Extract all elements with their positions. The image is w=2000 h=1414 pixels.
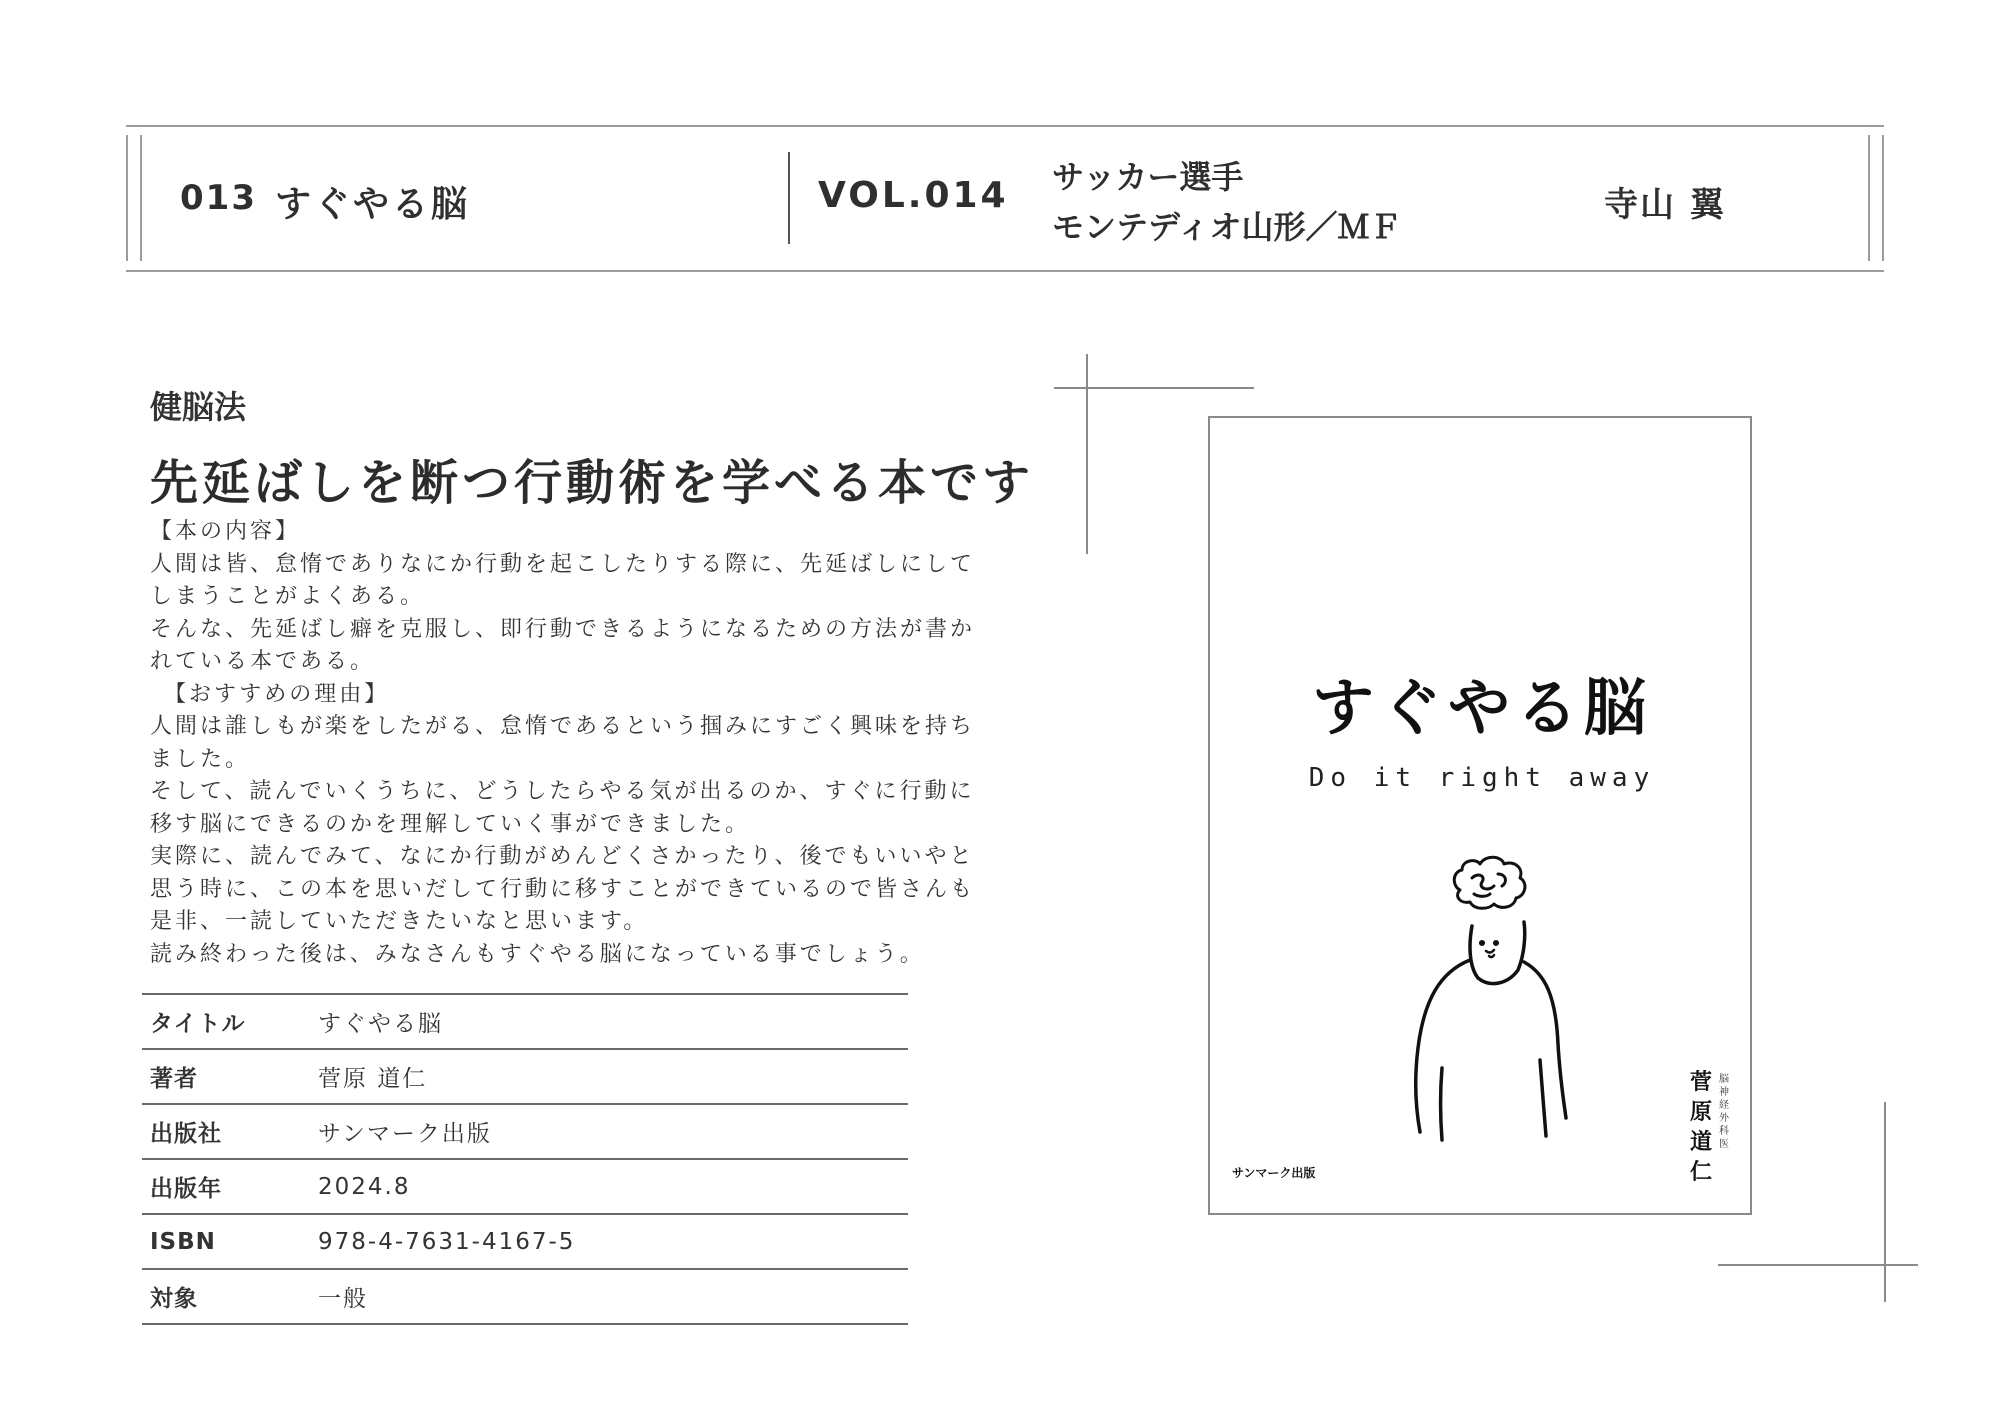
crosshair-top-horizontal xyxy=(1054,387,1254,389)
cover-author: 菅原道仁 xyxy=(1689,1070,1712,1185)
header-top-rule xyxy=(126,125,1884,127)
crosshair-bottom-vertical xyxy=(1884,1102,1886,1302)
info-label: 出版年 xyxy=(150,1176,222,1202)
header-role-line2: モンテディオ山形／ＭＦ xyxy=(1052,208,1402,246)
info-label: タイトル xyxy=(150,1011,246,1037)
header-role-line1: サッカー選手 xyxy=(1052,158,1244,196)
info-row-isbn xyxy=(142,1213,908,1268)
header-left-rule-inner xyxy=(140,135,142,261)
header-number: 013 xyxy=(180,178,257,218)
body-paragraph: 実際に、読んでみて、なにか行動がめんどくさかったり、後でもいいやと思う時に、この本を思いだして行動に移すことができているので皆さんも是非、一読していただきたいなと思います。 xyxy=(150,844,976,934)
header-book-title: すぐやる脳 xyxy=(275,184,471,225)
cover-author-title: 脳神経外科医 xyxy=(1719,1074,1729,1150)
info-value: 菅原 道仁 xyxy=(318,1066,428,1092)
cover-title: すぐやる脳 xyxy=(1311,671,1652,744)
info-label: 著者 xyxy=(150,1066,198,1092)
figure-body-icon xyxy=(1416,922,1566,1140)
body-paragraph: 【本の内容】 xyxy=(150,519,301,544)
cover-illustration xyxy=(1360,848,1620,1158)
header-divider xyxy=(788,152,790,244)
info-value: 2024.8 xyxy=(318,1173,411,1200)
header-person-name: 寺山 翼 xyxy=(1604,185,1726,225)
info-value: 978-4-7631-4167-5 xyxy=(318,1228,576,1255)
brain-icon xyxy=(1454,857,1525,908)
book-cover xyxy=(1208,416,1752,1215)
header-left-rule-outer xyxy=(126,135,128,261)
info-label: 出版社 xyxy=(150,1121,222,1147)
info-row-publisher xyxy=(142,1103,908,1158)
info-row-year xyxy=(142,1158,908,1213)
header-right-rule-inner xyxy=(1868,135,1870,261)
body-paragraph: 人間は誰しもが楽をしたがる、怠惰であるという掴みにすごく興味を持ちました。 xyxy=(150,714,976,772)
body-paragraph: 人間は皆、怠惰でありなにか行動を起こしたりする際に、先延ばしにしてしまうことがよくある。 xyxy=(150,551,976,609)
info-row-audience xyxy=(142,1268,908,1325)
cover-subtitle: Do it right away xyxy=(1308,763,1656,793)
body-paragraph: そんな、先延ばし癖を克服し、即行動できるようになるための方法が書かれている本である。 xyxy=(150,616,976,674)
article-headline: 先延ばしを断つ行動術を学べる本です xyxy=(150,455,1035,511)
header-vol: VOL.014 xyxy=(818,175,1009,216)
book-info-table xyxy=(142,993,908,1325)
face-icon xyxy=(1480,941,1498,957)
article-body xyxy=(150,516,990,971)
info-value: 一般 xyxy=(318,1286,368,1312)
body-paragraph: そして、読んでいくうちに、どうしたらやる気が出るのか、すぐに行動に移す脳にできるのかを理解していく事ができました。 xyxy=(150,779,975,837)
body-paragraph: 読み終わった後は、みなさんもすぐやる脳になっている事でしょう。 xyxy=(150,941,925,967)
crosshair-top-vertical xyxy=(1086,354,1088,554)
info-value: すぐやる脳 xyxy=(318,1011,443,1037)
cover-publisher: サンマーク出版 xyxy=(1232,1166,1316,1180)
header-right-rule-outer xyxy=(1882,135,1884,261)
info-row-author xyxy=(142,1048,908,1103)
body-paragraph: 【おすすめの理由】 xyxy=(164,681,390,707)
info-label: ISBN xyxy=(150,1228,216,1255)
info-row-title xyxy=(142,993,908,1048)
crosshair-bottom-horizontal xyxy=(1718,1264,1918,1266)
info-label: 対象 xyxy=(150,1286,198,1312)
article-category: 健脳法 xyxy=(150,388,247,426)
header-bottom-rule xyxy=(126,270,1884,272)
info-value: サンマーク出版 xyxy=(318,1121,492,1147)
